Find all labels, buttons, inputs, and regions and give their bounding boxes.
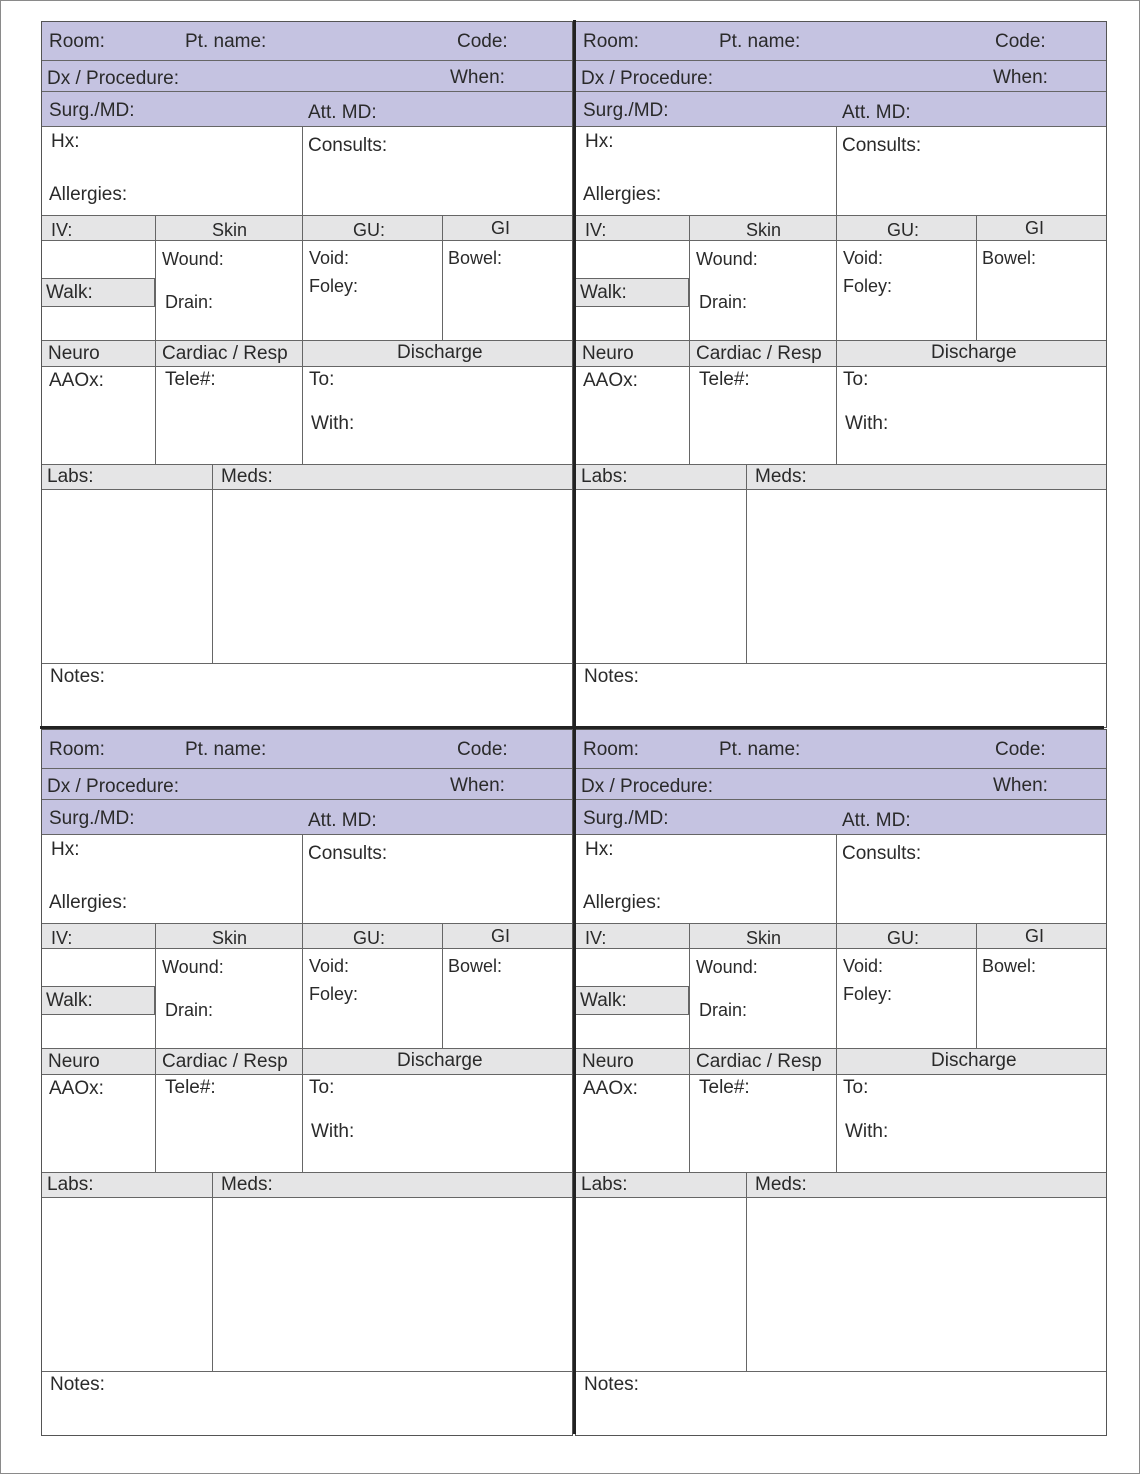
notes-label: Notes: <box>584 1374 639 1395</box>
to-label: To: <box>309 369 335 390</box>
iv-label: IV: <box>51 220 73 240</box>
cardiac-resp-label: Cardiac / Resp <box>162 343 288 364</box>
consults-label: Consults: <box>842 843 922 864</box>
drain-label: Drain: <box>699 292 748 312</box>
walk-label: Walk: <box>580 990 627 1011</box>
att-md-label: Att. MD: <box>308 102 377 123</box>
foley-label: Foley: <box>843 984 893 1004</box>
code-label: Code: <box>457 739 508 760</box>
to-label: To: <box>843 369 869 390</box>
walk-label: Walk: <box>46 990 93 1011</box>
card-outline <box>575 21 1107 728</box>
gi-label: GI <box>491 926 511 946</box>
iv-label: IV: <box>585 928 607 948</box>
allergies-label: Allergies: <box>49 892 128 913</box>
foley-label: Foley: <box>843 276 893 296</box>
room-label: Room: <box>583 31 639 52</box>
consults-label: Consults: <box>308 843 388 864</box>
with-label: With: <box>845 413 889 434</box>
surg-md-label: Surg./MD: <box>583 100 669 121</box>
cardiac-resp-label: Cardiac / Resp <box>162 1051 288 1072</box>
skin-label: Skin <box>746 928 782 948</box>
code-label: Code: <box>995 739 1046 760</box>
att-md-label: Att. MD: <box>842 102 911 123</box>
drain-label: Drain: <box>165 1000 214 1020</box>
card-outline <box>41 729 573 1436</box>
surg-md-label: Surg./MD: <box>49 100 135 121</box>
void-label: Void: <box>309 956 350 976</box>
aaox-label: AAOx: <box>583 1078 638 1099</box>
discharge-label: Discharge <box>397 1050 483 1071</box>
when-label: When: <box>450 775 505 796</box>
void-label: Void: <box>309 248 350 268</box>
room-label: Room: <box>49 31 105 52</box>
patient-card-bottom-right <box>575 729 1106 1435</box>
void-label: Void: <box>843 248 884 268</box>
pt-name-label: Pt. name: <box>719 31 801 52</box>
void-label: Void: <box>843 956 884 976</box>
gi-label: GI <box>491 218 511 238</box>
bowel-label: Bowel: <box>448 248 503 268</box>
consults-label: Consults: <box>308 135 388 156</box>
labs-label: Labs: <box>581 1174 628 1195</box>
meds-label: Meds: <box>755 466 807 487</box>
hx-label: Hx: <box>585 839 614 860</box>
labs-label: Labs: <box>47 1174 94 1195</box>
patient-card-top-right <box>575 21 1106 727</box>
allergies-label: Allergies: <box>49 184 128 205</box>
gu-label: GU: <box>353 928 386 948</box>
wound-label: Wound: <box>162 957 224 977</box>
surg-md-label: Surg./MD: <box>49 808 135 829</box>
neuro-label: Neuro <box>48 1051 100 1072</box>
discharge-label: Discharge <box>931 1050 1017 1071</box>
pt-name-label: Pt. name: <box>185 739 267 760</box>
iv-label: IV: <box>585 220 607 240</box>
with-label: With: <box>845 1121 889 1142</box>
meds-label: Meds: <box>221 466 273 487</box>
card-outline <box>41 21 573 728</box>
allergies-label: Allergies: <box>583 892 662 913</box>
with-label: With: <box>311 1121 355 1142</box>
dx-procedure-label: Dx / Procedure: <box>581 68 713 89</box>
allergies-label: Allergies: <box>583 184 662 205</box>
gi-label: GI <box>1025 926 1045 946</box>
neuro-label: Neuro <box>48 343 100 364</box>
skin-label: Skin <box>212 220 248 240</box>
att-md-label: Att. MD: <box>308 810 377 831</box>
gu-label: GU: <box>887 220 920 240</box>
hx-label: Hx: <box>585 131 614 152</box>
card-outline <box>575 729 1107 1436</box>
consults-label: Consults: <box>842 135 922 156</box>
tele-label: Tele#: <box>699 1077 750 1098</box>
discharge-label: Discharge <box>931 342 1017 363</box>
hx-label: Hx: <box>51 131 80 152</box>
with-label: With: <box>311 413 355 434</box>
drain-label: Drain: <box>699 1000 748 1020</box>
code-label: Code: <box>995 31 1046 52</box>
walk-label: Walk: <box>46 282 93 303</box>
tele-label: Tele#: <box>165 1077 216 1098</box>
notes-label: Notes: <box>584 666 639 687</box>
bowel-label: Bowel: <box>982 956 1037 976</box>
iv-label: IV: <box>51 928 73 948</box>
horizontal-divider <box>40 726 1104 729</box>
gu-label: GU: <box>353 220 386 240</box>
tele-label: Tele#: <box>165 369 216 390</box>
discharge-label: Discharge <box>397 342 483 363</box>
labs-label: Labs: <box>47 466 94 487</box>
aaox-label: AAOx: <box>49 1078 104 1099</box>
walk-label: Walk: <box>580 282 627 303</box>
hx-label: Hx: <box>51 839 80 860</box>
patient-card-top-left <box>41 21 572 727</box>
aaox-label: AAOx: <box>583 370 638 391</box>
dx-procedure-label: Dx / Procedure: <box>581 776 713 797</box>
skin-label: Skin <box>212 928 248 948</box>
foley-label: Foley: <box>309 276 359 296</box>
bowel-label: Bowel: <box>448 956 503 976</box>
labs-label: Labs: <box>581 466 628 487</box>
notes-label: Notes: <box>50 666 105 687</box>
att-md-label: Att. MD: <box>842 810 911 831</box>
cardiac-resp-label: Cardiac / Resp <box>696 1051 822 1072</box>
surg-md-label: Surg./MD: <box>583 808 669 829</box>
aaox-label: AAOx: <box>49 370 104 391</box>
meds-label: Meds: <box>221 1174 273 1195</box>
neuro-label: Neuro <box>582 343 634 364</box>
to-label: To: <box>843 1077 869 1098</box>
wound-label: Wound: <box>162 249 224 269</box>
meds-label: Meds: <box>755 1174 807 1195</box>
bowel-label: Bowel: <box>982 248 1037 268</box>
wound-label: Wound: <box>696 249 758 269</box>
cardiac-resp-label: Cardiac / Resp <box>696 343 822 364</box>
notes-label: Notes: <box>50 1374 105 1395</box>
to-label: To: <box>309 1077 335 1098</box>
neuro-label: Neuro <box>582 1051 634 1072</box>
drain-label: Drain: <box>165 292 214 312</box>
when-label: When: <box>993 67 1048 88</box>
skin-label: Skin <box>746 220 782 240</box>
pt-name-label: Pt. name: <box>185 31 267 52</box>
dx-procedure-label: Dx / Procedure: <box>47 776 179 797</box>
when-label: When: <box>993 775 1048 796</box>
code-label: Code: <box>457 31 508 52</box>
patient-card-bottom-left <box>41 729 572 1435</box>
wound-label: Wound: <box>696 957 758 977</box>
foley-label: Foley: <box>309 984 359 1004</box>
room-label: Room: <box>583 739 639 760</box>
when-label: When: <box>450 67 505 88</box>
tele-label: Tele#: <box>699 369 750 390</box>
room-label: Room: <box>49 739 105 760</box>
dx-procedure-label: Dx / Procedure: <box>47 68 179 89</box>
gi-label: GI <box>1025 218 1045 238</box>
pt-name-label: Pt. name: <box>719 739 801 760</box>
gu-label: GU: <box>887 928 920 948</box>
